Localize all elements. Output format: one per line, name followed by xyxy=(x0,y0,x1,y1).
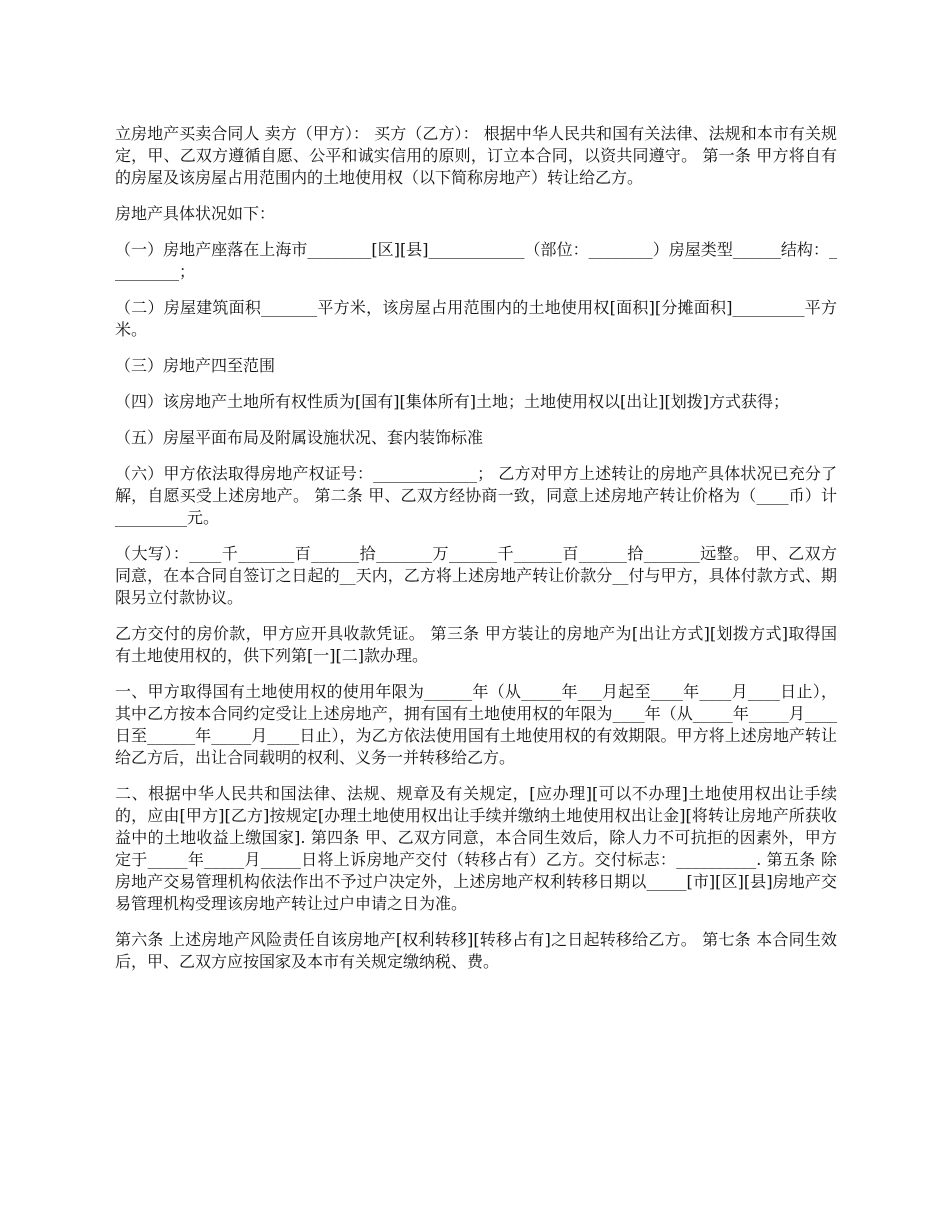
paragraph-item-2-area: （二）房屋建筑面积_______平方米，该房屋占用范围内的土地使用权[面积][分摊面积]_________平方米。 xyxy=(115,298,837,339)
paragraph-item-1-location: （一）房地产座落在上海市________[区][县]____________（部位：________）房屋类型______结构：_________； xyxy=(115,240,837,281)
paragraph-preamble: 立房地产买卖合同人 卖方（甲方）： 买方（乙方）： 根据中华人民共和国有关法律、法规和本市有关规定，甲、乙双方遵循自愿、公平和诚实信用的原则，订立本合同，以资共同遵守。 第一条 甲方将自有的房屋及该房屋占用范围内的土地使用权（以下简称房地产）转让给乙方。 xyxy=(115,124,837,187)
paragraph-risk-and-taxes: 第六条 上述房地产风险责任自该房地产[权利转移][转移占有]之日起转移给乙方。 第七条 本合同生效后，甲、乙双方应按国家及本市有关规定缴纳税、费。 xyxy=(115,930,837,971)
paragraph-property-overview: 房地产具体状况如下： xyxy=(115,204,276,223)
paragraph-land-use-term: 一、甲方取得国有土地使用权的使用年限为______年（从_____年___月起至____年____月____日止），其中乙方按本合同约定受让上述房地产，拥有国有土地使用权的年限为____年（从_____年_____月____日至______年_____月____日止），为乙方依法使用国有土地使用权的有效期限。甲方将上述房地产转让给乙方后，出让合同载明的权利、义务一并转移给乙方。 xyxy=(115,682,837,767)
paragraph-item-3-boundaries: （三）房地产四至范围 xyxy=(115,356,276,375)
paragraph-item-5-layout: （五）房屋平面布局及附属设施状况、套内装饰标准 xyxy=(115,428,484,447)
document-body xyxy=(115,123,837,987)
paragraph-item-6-certificate-price: （六）甲方依法取得房地产权证号：_____________； 乙方对甲方上述转让的房地产具体状况已充分了解，自愿买受上述房地产。 第二条 甲、乙双方经协商一致，同意上述房地产转让价格为（____币）计_________元。 xyxy=(115,464,837,527)
paragraph-item-4-land-ownership: （四）该房地产土地所有权性质为[国有][集体所有]土地；土地使用权以[出让][划拨]方式获得； xyxy=(115,392,789,411)
paragraph-price-in-words: （大写）：____千_______百______拾_______万______千______百______拾_______远整。 甲、乙双方同意，在本合同自签订之日起的__天内，乙方将上述房地产转让价款分__付与甲方，具体付款方式、期限另立付款协议。 xyxy=(115,544,837,607)
paragraph-transfer-procedures: 二、根据中华人民共和国法律、法规、规章及有关规定，[应办理][可以不办理]土地使用权出让手续的，应由[甲方][乙方]按规定[办理土地使用权出让手续并缴纳土地使用权出让金][将转让房地产所获收益中的土地收益上缴国家]. 第四条 甲、乙双方同意，本合同生效后，除人力不可抗拒的因素外，甲方定于_____年_____月_____日将上诉房地产交付（转移占有）乙方。交付标志：__________. 第五条 除房地产交易管理机构依法作出不予过户决定外，上述房地产权利转移日期以_____[市][区][县]房地产交易管理机构受理该房地产转让过户申请之日为准。 xyxy=(115,784,837,913)
paragraph-receipt-article-3: 乙方交付的房价款，甲方应开具收款凭证。 第三条 甲方装让的房地产为[出让方式][划拨方式]取得国有土地使用权的，供下列第[一][二]款办理。 xyxy=(115,624,837,665)
